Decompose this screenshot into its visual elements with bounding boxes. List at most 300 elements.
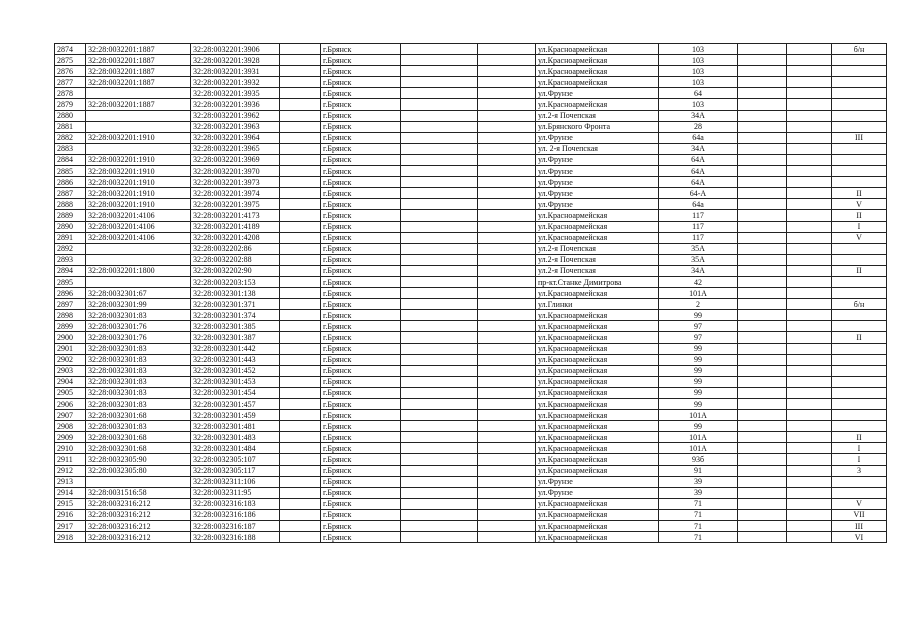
blank-cell [280, 465, 321, 476]
city: г.Брянск [321, 110, 401, 121]
parent-cadastral-number: 32:28:0032201:4106 [86, 232, 191, 243]
cadastral-number: 32:28:0032201:3932 [191, 77, 280, 88]
blank-cell [280, 66, 321, 77]
house-number: 34А [659, 265, 738, 276]
blank-cell [280, 265, 321, 276]
house-number: 117 [659, 232, 738, 243]
street: ул.Красноармейская [536, 399, 659, 410]
cadastral-number: 32:28:0032201:4173 [191, 210, 280, 221]
blank-cell [738, 299, 787, 310]
parent-cadastral-number: 32:28:0032201:1887 [86, 55, 191, 66]
city: г.Брянск [321, 521, 401, 532]
blank-cell [738, 177, 787, 188]
blank-cell [478, 343, 536, 354]
blank-cell [280, 532, 321, 543]
blank-cell [787, 299, 832, 310]
row-number: 2899 [55, 321, 86, 332]
blank-cell [787, 232, 832, 243]
blank-cell [478, 321, 536, 332]
table-row [55, 365, 887, 376]
cadastral-number: 32:28:0032316:183 [191, 498, 280, 509]
row-number: 2877 [55, 77, 86, 88]
cadastral-number: 32:28:0032311:95 [191, 487, 280, 498]
city: г.Брянск [321, 254, 401, 265]
house-number: 64А [659, 166, 738, 177]
city: г.Брянск [321, 88, 401, 99]
city: г.Брянск [321, 321, 401, 332]
city: г.Брянск [321, 166, 401, 177]
blank-cell [401, 476, 478, 487]
blank-cell [478, 188, 536, 199]
street: ул.Красноармейская [536, 410, 659, 421]
table-row [55, 243, 887, 254]
table-row [55, 77, 887, 88]
row-number: 2915 [55, 498, 86, 509]
city: г.Брянск [321, 487, 401, 498]
room-number [832, 399, 887, 410]
table-row [55, 465, 887, 476]
city: г.Брянск [321, 265, 401, 276]
blank-cell [401, 221, 478, 232]
table-row [55, 288, 887, 299]
street: ул.Фрунзе [536, 166, 659, 177]
blank-cell [787, 443, 832, 454]
blank-cell [401, 399, 478, 410]
city: г.Брянск [321, 276, 401, 287]
blank-cell [401, 465, 478, 476]
parent-cadastral-number: 32:28:0032301:83 [86, 376, 191, 387]
blank-cell [787, 421, 832, 432]
blank-cell [787, 532, 832, 543]
blank-cell [478, 509, 536, 520]
blank-cell [401, 321, 478, 332]
blank-cell [478, 487, 536, 498]
row-number: 2874 [55, 44, 86, 55]
row-number: 2895 [55, 276, 86, 287]
blank-cell [738, 210, 787, 221]
cadastral-number: 32:28:0032301:454 [191, 387, 280, 398]
street: ул.Фрунзе [536, 177, 659, 188]
blank-cell [280, 509, 321, 520]
parent-cadastral-number: 32:28:0032201:1910 [86, 132, 191, 143]
street: ул.Красноармейская [536, 387, 659, 398]
cadastral-number: 32:28:0032201:3931 [191, 66, 280, 77]
house-number: 28 [659, 121, 738, 132]
street: ул.Фрунзе [536, 154, 659, 165]
blank-cell [478, 399, 536, 410]
street: ул.Красноармейская [536, 498, 659, 509]
blank-cell [478, 177, 536, 188]
parent-cadastral-number [86, 88, 191, 99]
blank-cell [401, 487, 478, 498]
house-number: 97 [659, 332, 738, 343]
table-row [55, 476, 887, 487]
cadastral-number: 32:28:0032301:483 [191, 432, 280, 443]
cadastral-number: 32:28:0032201:3936 [191, 99, 280, 110]
blank-cell [478, 498, 536, 509]
room-number: V [832, 199, 887, 210]
street: ул.Красноармейская [536, 332, 659, 343]
blank-cell [787, 210, 832, 221]
blank-cell [401, 498, 478, 509]
parent-cadastral-number: 32:28:0032301:83 [86, 365, 191, 376]
table-row [55, 387, 887, 398]
blank-cell [787, 177, 832, 188]
street: ул.Красноармейская [536, 288, 659, 299]
blank-cell [738, 143, 787, 154]
row-number: 2890 [55, 221, 86, 232]
house-number: 2 [659, 299, 738, 310]
blank-cell [478, 532, 536, 543]
row-number: 2906 [55, 399, 86, 410]
blank-cell [787, 221, 832, 232]
blank-cell [280, 143, 321, 154]
blank-cell [738, 254, 787, 265]
blank-cell [787, 121, 832, 132]
house-number: 39 [659, 476, 738, 487]
city: г.Брянск [321, 121, 401, 132]
parent-cadastral-number: 32:28:0032301:99 [86, 299, 191, 310]
cadastral-number: 32:28:0032203:153 [191, 276, 280, 287]
house-number: 93б [659, 454, 738, 465]
table-row [55, 532, 887, 543]
street: ул.Красноармейская [536, 66, 659, 77]
row-number: 2879 [55, 99, 86, 110]
street: ул.2-я Почепская [536, 243, 659, 254]
blank-cell [478, 432, 536, 443]
parent-cadastral-number: 32:28:0032316:212 [86, 498, 191, 509]
city: г.Брянск [321, 410, 401, 421]
house-number: 99 [659, 365, 738, 376]
room-number [832, 288, 887, 299]
cadastral-number: 32:28:0032201:3975 [191, 199, 280, 210]
blank-cell [401, 299, 478, 310]
street: ул.Красноармейская [536, 421, 659, 432]
table-row [55, 443, 887, 454]
table-row [55, 265, 887, 276]
blank-cell [280, 77, 321, 88]
parent-cadastral-number: 32:28:0032316:212 [86, 521, 191, 532]
row-number: 2911 [55, 454, 86, 465]
city: г.Брянск [321, 288, 401, 299]
row-number: 2907 [55, 410, 86, 421]
blank-cell [401, 177, 478, 188]
house-number: 103 [659, 55, 738, 66]
blank-cell [401, 121, 478, 132]
blank-cell [478, 232, 536, 243]
parent-cadastral-number: 32:28:0032201:1887 [86, 66, 191, 77]
blank-cell [787, 199, 832, 210]
blank-cell [787, 509, 832, 520]
row-number: 2886 [55, 177, 86, 188]
blank-cell [401, 521, 478, 532]
blank-cell [478, 410, 536, 421]
blank-cell [738, 66, 787, 77]
blank-cell [280, 410, 321, 421]
blank-cell [478, 476, 536, 487]
blank-cell [280, 232, 321, 243]
table-row [55, 454, 887, 465]
table-body [55, 44, 887, 543]
cadastral-number: 32:28:0032301:374 [191, 310, 280, 321]
house-number: 99 [659, 399, 738, 410]
city: г.Брянск [321, 532, 401, 543]
parent-cadastral-number: 32:28:0032301:76 [86, 332, 191, 343]
cadastral-number: 32:28:0032311:106 [191, 476, 280, 487]
table-row [55, 254, 887, 265]
cadastral-number: 32:28:0032201:3935 [191, 88, 280, 99]
city: г.Брянск [321, 354, 401, 365]
blank-cell [401, 88, 478, 99]
table-row [55, 143, 887, 154]
blank-cell [738, 476, 787, 487]
cadastral-number: 32:28:0032201:4189 [191, 221, 280, 232]
row-number: 2880 [55, 110, 86, 121]
blank-cell [787, 343, 832, 354]
city: г.Брянск [321, 509, 401, 520]
row-number: 2889 [55, 210, 86, 221]
blank-cell [787, 265, 832, 276]
street: ул.Красноармейская [536, 432, 659, 443]
cadastral-number: 32:28:0032201:3974 [191, 188, 280, 199]
room-number: II [832, 188, 887, 199]
row-number: 2904 [55, 376, 86, 387]
city: г.Брянск [321, 143, 401, 154]
row-number: 2909 [55, 432, 86, 443]
blank-cell [478, 387, 536, 398]
blank-cell [787, 365, 832, 376]
city: г.Брянск [321, 177, 401, 188]
blank-cell [401, 210, 478, 221]
room-number [832, 66, 887, 77]
room-number: I [832, 454, 887, 465]
blank-cell [280, 210, 321, 221]
blank-cell [787, 476, 832, 487]
blank-cell [401, 55, 478, 66]
house-number: 103 [659, 99, 738, 110]
blank-cell [738, 99, 787, 110]
table-row [55, 99, 887, 110]
blank-cell [280, 421, 321, 432]
room-number [832, 177, 887, 188]
blank-cell [738, 432, 787, 443]
blank-cell [738, 288, 787, 299]
house-number: 117 [659, 221, 738, 232]
blank-cell [738, 343, 787, 354]
cadastral-number: 32:28:0032301:459 [191, 410, 280, 421]
row-number: 2905 [55, 387, 86, 398]
table-row [55, 487, 887, 498]
cadastral-number: 32:28:0032201:3965 [191, 143, 280, 154]
table-row [55, 199, 887, 210]
city: г.Брянск [321, 188, 401, 199]
blank-cell [738, 77, 787, 88]
table-row [55, 132, 887, 143]
blank-cell [280, 221, 321, 232]
cadastral-number: 32:28:0032301:481 [191, 421, 280, 432]
house-number: 117 [659, 210, 738, 221]
parent-cadastral-number: 32:28:0032201:4106 [86, 221, 191, 232]
city: г.Брянск [321, 210, 401, 221]
cadastral-number: 32:28:0032316:187 [191, 521, 280, 532]
city: г.Брянск [321, 498, 401, 509]
blank-cell [738, 454, 787, 465]
table-row [55, 498, 887, 509]
blank-cell [280, 454, 321, 465]
blank-cell [787, 110, 832, 121]
parent-cadastral-number: 32:28:0032201:1910 [86, 188, 191, 199]
parent-cadastral-number [86, 243, 191, 254]
room-number: II [832, 432, 887, 443]
street: ул.Красноармейская [536, 321, 659, 332]
city: г.Брянск [321, 299, 401, 310]
parent-cadastral-number: 32:28:0032301:83 [86, 399, 191, 410]
street: ул.Красноармейская [536, 99, 659, 110]
blank-cell [280, 443, 321, 454]
blank-cell [401, 432, 478, 443]
cadastral-number: 32:28:0032316:188 [191, 532, 280, 543]
blank-cell [738, 321, 787, 332]
blank-cell [478, 44, 536, 55]
blank-cell [478, 110, 536, 121]
blank-cell [738, 243, 787, 254]
house-number: 91 [659, 465, 738, 476]
table-row [55, 432, 887, 443]
blank-cell [738, 421, 787, 432]
blank-cell [787, 465, 832, 476]
room-number [832, 99, 887, 110]
parent-cadastral-number: 32:28:0032201:1887 [86, 77, 191, 88]
street: ул.Красноармейская [536, 210, 659, 221]
blank-cell [478, 454, 536, 465]
table-row [55, 276, 887, 287]
blank-cell [787, 154, 832, 165]
parent-cadastral-number: 32:28:0032201:1910 [86, 177, 191, 188]
blank-cell [478, 288, 536, 299]
row-number: 2893 [55, 254, 86, 265]
blank-cell [478, 354, 536, 365]
blank-cell [280, 254, 321, 265]
blank-cell [478, 221, 536, 232]
parent-cadastral-number: 32:28:0032301:76 [86, 321, 191, 332]
blank-cell [787, 399, 832, 410]
house-number: 64 [659, 88, 738, 99]
blank-cell [787, 410, 832, 421]
table-row [55, 88, 887, 99]
city: г.Брянск [321, 44, 401, 55]
table-row [55, 343, 887, 354]
house-number: 34А [659, 110, 738, 121]
blank-cell [401, 421, 478, 432]
house-number: 103 [659, 66, 738, 77]
room-number [832, 110, 887, 121]
row-number: 2918 [55, 532, 86, 543]
blank-cell [738, 221, 787, 232]
blank-cell [401, 410, 478, 421]
blank-cell [787, 132, 832, 143]
blank-cell [787, 276, 832, 287]
table-row [55, 110, 887, 121]
blank-cell [478, 132, 536, 143]
blank-cell [787, 454, 832, 465]
table-row [55, 321, 887, 332]
cadastral-number: 32:28:0032201:3970 [191, 166, 280, 177]
cadastral-number: 32:28:0032301:484 [191, 443, 280, 454]
row-number: 2897 [55, 299, 86, 310]
room-number [832, 243, 887, 254]
street: ул.Красноармейская [536, 443, 659, 454]
parent-cadastral-number: 32:28:0032201:1910 [86, 166, 191, 177]
parent-cadastral-number: 32:28:0032201:1800 [86, 265, 191, 276]
street: ул.Фрунзе [536, 476, 659, 487]
table-row [55, 521, 887, 532]
blank-cell [280, 243, 321, 254]
cadastral-number: 32:28:0032301:371 [191, 299, 280, 310]
house-number: 35А [659, 254, 738, 265]
house-number: 99 [659, 421, 738, 432]
city: г.Брянск [321, 154, 401, 165]
blank-cell [738, 88, 787, 99]
table-row [55, 188, 887, 199]
blank-cell [280, 188, 321, 199]
street: ул.Красноармейская [536, 454, 659, 465]
row-number: 2898 [55, 310, 86, 321]
cadastral-number: 32:28:0032201:3906 [191, 44, 280, 55]
street: ул. 2-я Почепская [536, 143, 659, 154]
cadastral-number: 32:28:0032201:3969 [191, 154, 280, 165]
blank-cell [401, 332, 478, 343]
room-number: III [832, 521, 887, 532]
cadastral-number: 32:28:0032201:3973 [191, 177, 280, 188]
house-number: 103 [659, 77, 738, 88]
room-number [832, 254, 887, 265]
city: г.Брянск [321, 332, 401, 343]
room-number [832, 410, 887, 421]
row-number: 2912 [55, 465, 86, 476]
blank-cell [478, 465, 536, 476]
blank-cell [787, 354, 832, 365]
city: г.Брянск [321, 232, 401, 243]
blank-cell [787, 66, 832, 77]
room-number [832, 143, 887, 154]
table-row [55, 232, 887, 243]
street: ул.Красноармейская [536, 465, 659, 476]
cadastral-number: 32:28:0032301:443 [191, 354, 280, 365]
row-number: 2916 [55, 509, 86, 520]
room-number: б/н [832, 299, 887, 310]
row-number: 2892 [55, 243, 86, 254]
city: г.Брянск [321, 243, 401, 254]
blank-cell [738, 265, 787, 276]
street: ул.Красноармейская [536, 77, 659, 88]
blank-cell [478, 243, 536, 254]
blank-cell [478, 310, 536, 321]
city: г.Брянск [321, 443, 401, 454]
blank-cell [738, 166, 787, 177]
blank-cell [787, 55, 832, 66]
house-number: 35А [659, 243, 738, 254]
blank-cell [738, 276, 787, 287]
table-row [55, 55, 887, 66]
parent-cadastral-number [86, 476, 191, 487]
street: ул.Красноармейская [536, 376, 659, 387]
parent-cadastral-number: 32:28:0032201:1887 [86, 99, 191, 110]
blank-cell [738, 354, 787, 365]
blank-cell [280, 399, 321, 410]
blank-cell [738, 509, 787, 520]
row-number: 2914 [55, 487, 86, 498]
table-row [55, 66, 887, 77]
